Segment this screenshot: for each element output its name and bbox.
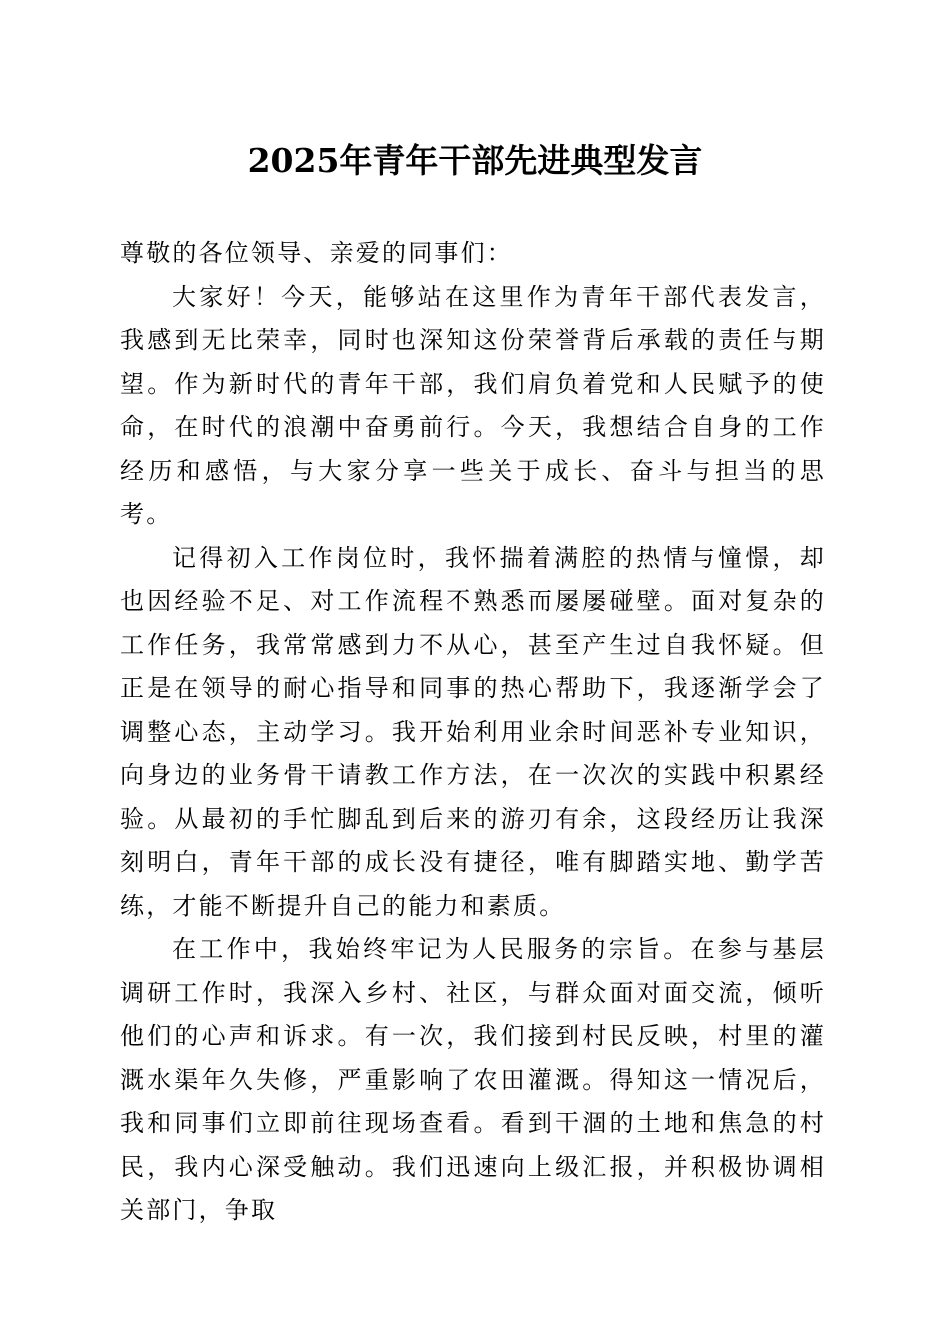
- document-body: [120, 232, 826, 1233]
- salutation: 尊敬的各位领导、亲爱的同事们：: [120, 239, 513, 267]
- paragraph-1: 大家好！今天，能够站在这里作为青年干部代表发言，我感到无比荣幸，同时也深知这份荣誉背后承载的责任与期望。作为新时代的青年干部，我们肩负着党和人民赋予的使命，在时代的浪潮中奋勇前行。今天，我想结合自身的工作经历和感悟，与大家分享一些关于成长、奋斗与担当的思考。: [120, 282, 826, 528]
- document-title: 2025年青年干部先进典型发言: [247, 141, 703, 180]
- paragraph-2: 记得初入工作岗位时，我怀揣着满腔的热情与憧憬，却也因经验不足、对工作流程不熟悉而屡屡碰壁。面对复杂的工作任务，我常常感到力不从心，甚至产生过自我怀疑。但正是在领导的耐心指导和同事的热心帮助下，我逐渐学会了调整心态，主动学习。我开始利用业余时间恶补专业知识，向身边的业务骨干请教工作方法，在一次次的实践中积累经验。从最初的手忙脚乱到后来的游刃有余，这段经历让我深刻明白，青年干部的成长没有捷径，唯有脚踏实地、勤学苦练，才能不断提升自己的能力和素质。: [120, 543, 826, 920]
- paragraph-3: 在工作中，我始终牢记为人民服务的宗旨。在参与基层调研工作时，我深入乡村、社区，与群众面对面交流，倾听他们的心声和诉求。有一次，我们接到村民反映，村里的灌溉水渠年久失修，严重影响了农田灌溉。得知这一情况后，我和同事们立即前往现场查看。看到干涸的土地和焦急的村民，我内心深受触动。我们迅速向上级汇报，并积极协调相关部门，争取: [120, 935, 826, 1224]
